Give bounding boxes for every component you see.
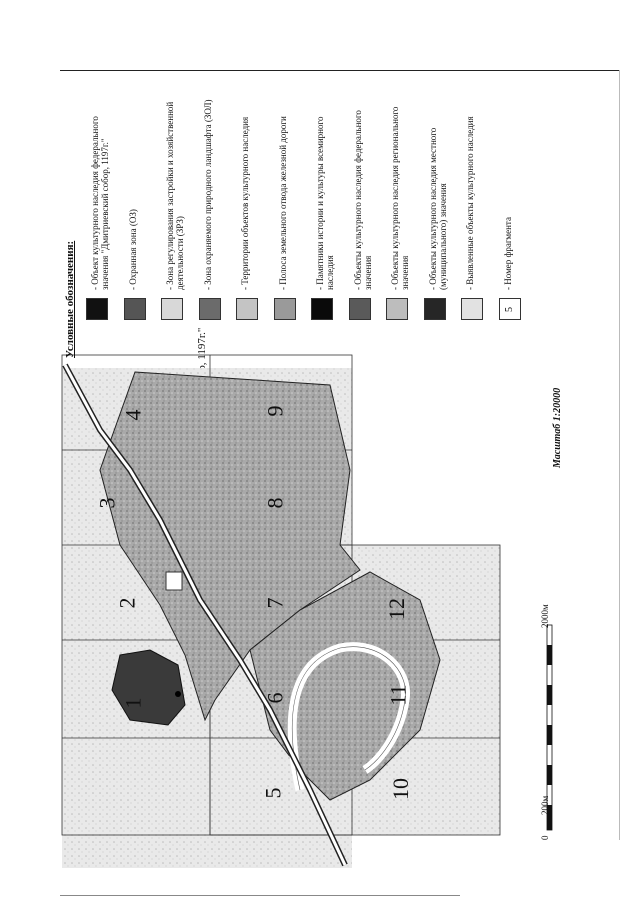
bottom-rule — [60, 895, 460, 896]
scale-label-200: 200м — [540, 795, 550, 815]
legend-title: Условные обозначения: — [64, 240, 76, 358]
legend-swatch-8 — [349, 298, 371, 320]
legend-label-10: - Объекты культурного наследия местного (муниципального) значения — [427, 127, 448, 290]
legend-label-2: - Охранная зона (ОЗ) — [127, 209, 138, 290]
cathedral-marker — [175, 691, 181, 697]
top-rule — [60, 70, 620, 71]
fragment-number-1: 1 — [120, 697, 146, 709]
legend-swatch-12 — [499, 298, 521, 320]
fragment-number-9: 9 — [262, 405, 288, 417]
legend-swatch-1 — [86, 298, 108, 320]
pond — [166, 572, 182, 590]
legend-label-9: - Объекты культурного наследия регионального значения — [390, 106, 410, 290]
fragment-number-7: 7 — [262, 597, 288, 609]
right-rule — [619, 70, 620, 840]
legend-label-1: - Объект культурного наследия федерального значения "Дмитриевский собор, 1197г." — [90, 116, 110, 290]
scale-title: Масштаб 1:20000 — [552, 387, 563, 468]
legend-label-7: - Памятники истории и культуры всемирного наследия — [315, 116, 335, 290]
legend-swatch-3 — [161, 298, 183, 320]
legend-label-12: - Номер фрагмента — [502, 217, 513, 290]
scale-label-2000: 2000м — [540, 604, 550, 628]
legend-label-5: - Территории объектов культурного наследия — [240, 116, 250, 290]
legend-swatch-9 — [386, 298, 408, 320]
legend-swatch-2 — [124, 298, 146, 320]
fragment-number-4: 4 — [120, 409, 146, 421]
legend-swatch-10 — [424, 298, 446, 320]
fragment-number-5: 5 — [260, 787, 286, 799]
legend-swatch-11 — [461, 298, 483, 320]
fragment-number-2: 2 — [114, 597, 140, 609]
legend-swatch-6 — [274, 298, 296, 320]
legend-swatch-5 — [236, 298, 258, 320]
fragment-number-3: 3 — [94, 497, 120, 509]
fragment-number-8: 8 — [262, 497, 288, 509]
legend-swatch-7 — [311, 298, 333, 320]
legend-label-4: - Зона охраняемого природного ландшафта (ЗОЛ) — [202, 99, 213, 290]
legend-label-6: - Полоса земельного отвода железной дороги — [277, 116, 288, 290]
fragment-number-6: 6 — [262, 692, 288, 704]
fragment-number-10: 10 — [388, 778, 413, 800]
legend-label-8: - Объекты культурного наследия федерального значения — [352, 110, 373, 290]
legend-label-3: - Зона регулирования застройки и хозяйственной деятельности (ЗРЗ) — [165, 101, 185, 290]
fragment-number-11: 11 — [385, 684, 411, 706]
scale-label-zero: 0 — [540, 835, 550, 840]
legend-swatch-4 — [199, 298, 221, 320]
legend-label-11: - Выявленные объекты культурного наследия — [465, 116, 475, 290]
legend-sample-number: 5 — [504, 306, 515, 312]
fragment-number-12: 12 — [384, 598, 409, 620]
